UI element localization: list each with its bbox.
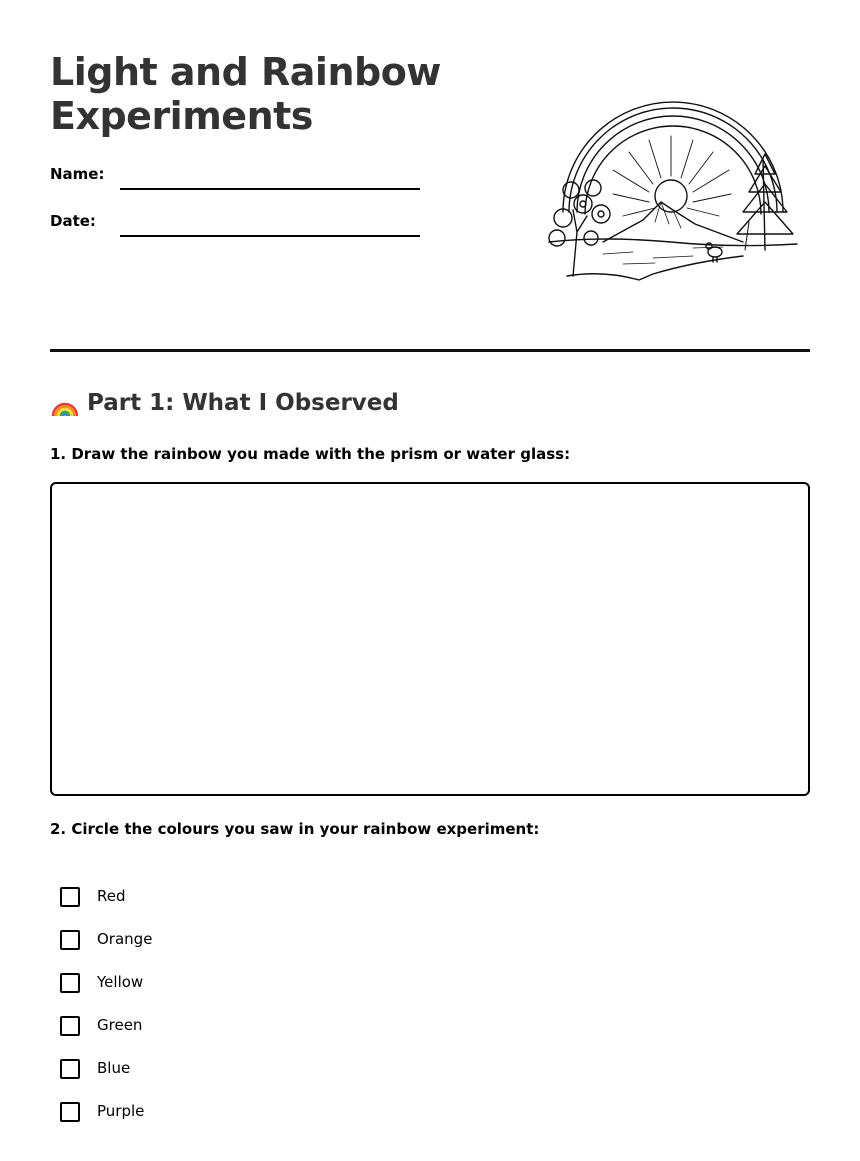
name-underline[interactable] xyxy=(120,188,420,190)
colour-label: Blue xyxy=(97,1059,131,1077)
date-label: Date: xyxy=(50,212,96,230)
list-item[interactable] xyxy=(60,971,152,1014)
name-label: Name: xyxy=(50,165,105,183)
part1-heading xyxy=(50,388,399,418)
colour-label: Orange xyxy=(97,930,153,948)
checkbox-orange[interactable] xyxy=(60,930,80,950)
checkbox-purple[interactable] xyxy=(60,1102,80,1122)
date-underline[interactable] xyxy=(120,235,420,237)
list-item[interactable] xyxy=(60,885,152,928)
list-item[interactable] xyxy=(60,1014,152,1057)
list-item[interactable] xyxy=(60,928,152,971)
colour-checklist xyxy=(60,885,152,1143)
colour-label: Yellow xyxy=(97,973,144,991)
checkbox-blue[interactable] xyxy=(60,1059,80,1079)
drawing-area[interactable] xyxy=(50,482,810,796)
list-item[interactable] xyxy=(60,1057,152,1100)
checkbox-yellow[interactable] xyxy=(60,973,80,993)
header-divider xyxy=(50,349,810,352)
colour-label: Green xyxy=(97,1016,143,1034)
list-item[interactable] xyxy=(60,1100,152,1143)
page-title: Light and Rainbow Experiments xyxy=(50,50,441,138)
colour-label: Red xyxy=(97,887,126,905)
rainbow-landscape-illustration xyxy=(543,92,801,286)
rainbow-icon xyxy=(50,388,80,418)
question-2: 2. Circle the colours you saw in your rainbow experiment: xyxy=(50,820,540,838)
date-field[interactable] xyxy=(50,212,420,238)
colour-label: Purple xyxy=(97,1102,145,1120)
part1-heading-text: Part 1: What I Observed xyxy=(87,390,399,416)
name-field[interactable] xyxy=(50,165,420,191)
question-1: 1. Draw the rainbow you made with the prism or water glass: xyxy=(50,445,571,463)
checkbox-red[interactable] xyxy=(60,887,80,907)
checkbox-green[interactable] xyxy=(60,1016,80,1036)
